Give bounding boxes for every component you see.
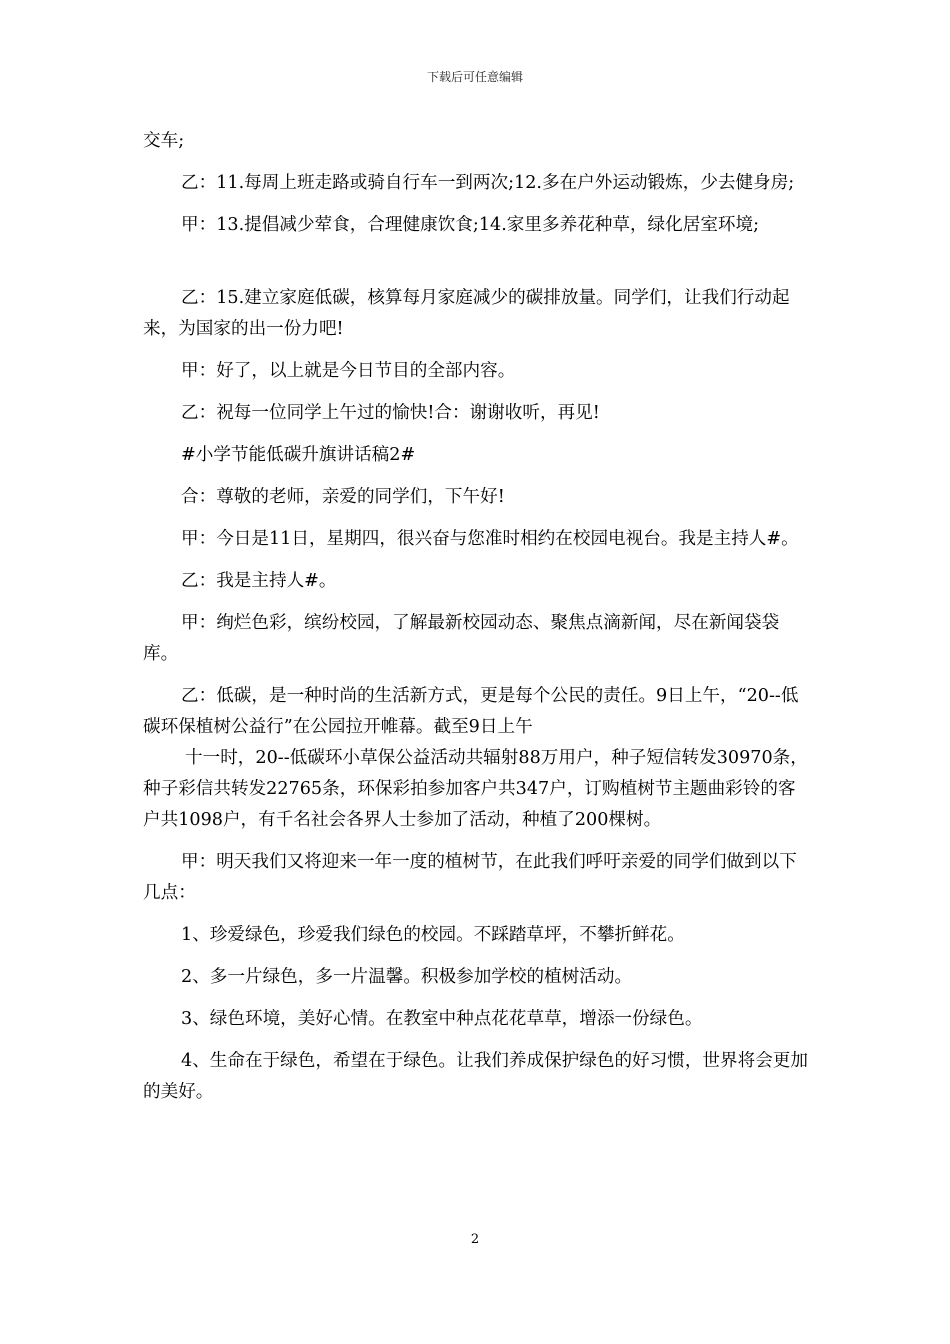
list-item-4: 4、生命在于绿色，希望在于绿色。让我们养成保护绿色的好习惯，世界将会更加的美好。: [143, 1051, 808, 1102]
page-header: 下载后可任意编辑: [426, 70, 523, 84]
paragraph-4: 乙：15.建立家庭低碳，核算每月家庭减少的碳排放量。同学们，让我们行动起来，为国家的出一份力吧!: [143, 288, 790, 339]
paragraph-7: #小学节能低碳升旗讲话稿2#: [181, 445, 416, 465]
list-item-2: 2、多一片绿色，多一片温馨。积极参加学校的植树活动。: [181, 967, 633, 987]
paragraph-6: 乙：祝每一位同学上午过的愉快!合：谢谢收听，再见!: [181, 403, 600, 423]
list-item-1: 1、珍爱绿色，珍爱我们绿色的校园。不踩踏草坪，不攀折鲜花。: [181, 925, 685, 945]
paragraph-9: 甲：今日是11日，星期四，很兴奋与您准时相约在校园电视台。我是主持人#。: [181, 529, 799, 549]
paragraph-10: 乙：我是主持人#。: [181, 571, 337, 591]
paragraph-8: 合：尊敬的老师，亲爱的同学们，下午好!: [181, 487, 505, 507]
paragraph-11: 甲：绚烂色彩，缤纷校园，了解最新校园动态、聚焦点滴新闻，尽在新闻袋袋库。: [143, 613, 780, 664]
paragraph-5: 甲：好了，以上就是今日节目的全部内容。: [181, 361, 516, 381]
paragraph-12: 乙：低碳，是一种时尚的生活新方式，更是每个公民的责任。9日上午，“20--低碳环保植树公益行”在公园拉开帷幕。截至9日上午: [143, 686, 799, 737]
page-number: 2: [470, 1232, 480, 1247]
paragraph-13: 十一时，20--低碳环小草保公益活动共辐射88万用户，种子短信转发30970条，种子彩信共转发22765条，环保彩拍参加客户共347户，订购植树节主题曲彩铃的客户共1098户，有千名社会各界人士参加了活动，种植了200棵树。: [143, 748, 808, 830]
paragraph-1: 交车;: [143, 131, 185, 151]
paragraph-3: 甲：13.提倡减少荤食，合理健康饮食;14.家里多养花种草，绿化居室环境;: [181, 215, 760, 235]
paragraph-2: 乙：11.每周上班走路或骑自行车一到两次;12.多在户外运动锻炼，少去健身房;: [181, 173, 795, 193]
list-item-3: 3、绿色环境，美好心情。在教室中种点花花草草，增添一份绿色。: [181, 1009, 703, 1029]
paragraph-14: 甲：明天我们又将迎来一年一度的植树节，在此我们呼吁亲爱的同学们做到以下几点：: [143, 852, 797, 903]
document-body: [143, 126, 810, 1119]
